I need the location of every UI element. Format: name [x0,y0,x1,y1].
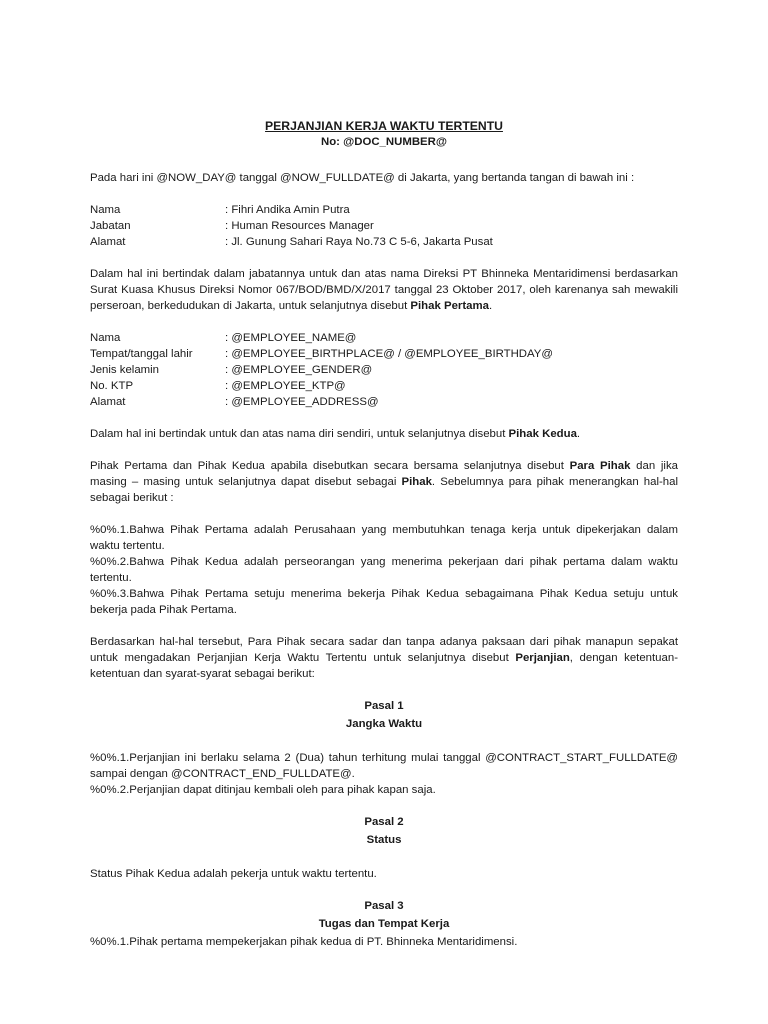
statement-text: Dalam hal ini bertindak untuk dan atas nama diri sendiri, untuk selanjutnya disebut [90,428,509,440]
document-title: PERJANJIAN KERJA WAKTU TERTENTU [265,119,503,133]
field-label: Nama [90,332,121,344]
parties-paragraph [90,458,678,506]
second-party-row [90,378,678,394]
paragraph-text: dan jika masing – masing untuk selanjutnya dapat disebut sebagai [90,460,678,488]
pasal-1-heading [90,698,678,734]
recital-item: %0%.3.Bahwa Pihak Pertama setuju menerima bekerja Pihak Kedua sebagaimana Pihak Kedua setuju untuk bekerja pada Pihak Pertama. [90,588,678,616]
field-label: Nama [90,204,121,216]
pasal-number: Pasal 2 [364,816,404,828]
pasal-3-heading [90,898,678,934]
field-value: : @EMPLOYEE_BIRTHPLACE@ / @EMPLOYEE_BIRTHDAY@ [225,348,553,360]
defined-term: Perjanjian [515,652,570,664]
paragraph-text: , dengan ketentuan-ketentuan dan syarat-syarat sebagai berikut: [90,652,678,680]
pasal-number: Pasal 3 [364,900,404,912]
party-term: Pihak Pertama [410,300,489,312]
agreement-paragraph [90,634,678,682]
first-party-row [90,218,678,234]
first-party-statement [90,266,678,314]
second-party-row [90,394,678,410]
pasal-number: Pasal 1 [364,700,404,712]
clause-item: %0%.2.Perjanjian dapat ditinjau kembali oleh para pihak kapan saja. [90,784,436,796]
pasal-2-text: Status Pihak Kedua adalah pekerja untuk waktu tertentu. [90,868,377,880]
pasal-1-items [90,750,678,798]
paragraph-text: . Sebelumnya para pihak menerangkan hal-hal sebagai berikut : [90,476,678,504]
field-value: : Fihri Andika Amin Putra [225,204,350,216]
pasal-title: Jangka Waktu [345,718,423,730]
field-label: Jabatan [90,220,131,232]
pasal-3-items [90,934,678,950]
clause-item: %0%.1.Pihak pertama mempekerjakan pihak kedua di PT. Bhinneka Mentaridimensi. [90,936,518,948]
intro-paragraph: Pada hari ini @NOW_DAY@ tanggal @NOW_FULLDATE@ di Jakarta, yang bertanda tangan di bawah ini : [90,172,635,184]
clause-item: %0%.1.Perjanjian ini berlaku selama 2 (Dua) tahun terhitung mulai tanggal @CONTRACT_START_FULLDATE@ sampai dengan @CONTRACT_END_FULLDATE@. [90,752,678,780]
pasal-2-heading [90,814,678,850]
paragraph-text: Pihak Pertama dan Pihak Kedua apabila disebutkan secara bersama selanjutnya disebut [90,460,570,472]
field-label: No. KTP [90,380,134,392]
document-body [90,118,678,966]
field-value: : @EMPLOYEE_KTP@ [225,380,346,392]
recital-item: %0%.1.Bahwa Pihak Pertama adalah Perusahaan yang membutuhkan tenaga kerja untuk dipekerjakan dalam waktu tertentu. [90,524,678,552]
recitals-list [90,522,678,618]
statement-end: . [488,300,493,312]
first-party-row [90,202,678,218]
field-label: Alamat [90,236,126,248]
recital-item: %0%.2.Bahwa Pihak Kedua adalah perseorangan yang menerima pekerjaan dari pihak pertama dalam waktu tertentu. [90,556,678,584]
field-label: Jenis kelamin [90,364,160,376]
party-term: Pihak Kedua [508,428,577,440]
field-label: Tempat/tanggal lahir [90,348,193,360]
paragraph-text: Berdasarkan hal-hal tersebut, Para Pihak secara sadar dan tanpa adanya paksaan dari pihak manapun sepakat untuk mengadakan Perjanjian Kerja Waktu Tertentu untuk selanjutnya disebut [90,636,678,664]
field-label: Alamat [90,396,126,408]
field-value: : Human Resources Manager [225,220,374,232]
defined-term: Pihak [401,476,432,488]
field-value: : Jl. Gunung Sahari Raya No.73 C 5-6, Jakarta Pusat [225,236,493,248]
first-party-row [90,234,678,250]
second-party-details [90,330,678,410]
second-party-row [90,330,678,346]
second-party-statement [90,426,678,442]
pasal-title: Status [366,834,402,846]
document-number: No: @DOC_NUMBER@ [321,136,447,148]
field-value: : @EMPLOYEE_GENDER@ [225,364,373,376]
second-party-row [90,362,678,378]
statement-end: . [576,428,581,440]
pasal-title: Tugas dan Tempat Kerja [318,918,450,930]
statement-text: Dalam hal ini bertindak dalam jabatannya untuk dan atas nama Direksi PT Bhinneka Mentaridimensi berdasarkan Surat Kuasa Khusus Direksi Nomor 067/BOD/BMD/X/2017 tanggal 23 Oktober 2017, oleh karenanya sah mewakili perseroan, berkedudukan di Jakarta, untuk selanjutnya disebut [90,268,678,312]
field-value: : @EMPLOYEE_ADDRESS@ [225,396,379,408]
second-party-row [90,346,678,362]
defined-term: Para Pihak [569,460,631,472]
field-value: : @EMPLOYEE_NAME@ [225,332,357,344]
first-party-details [90,202,678,250]
